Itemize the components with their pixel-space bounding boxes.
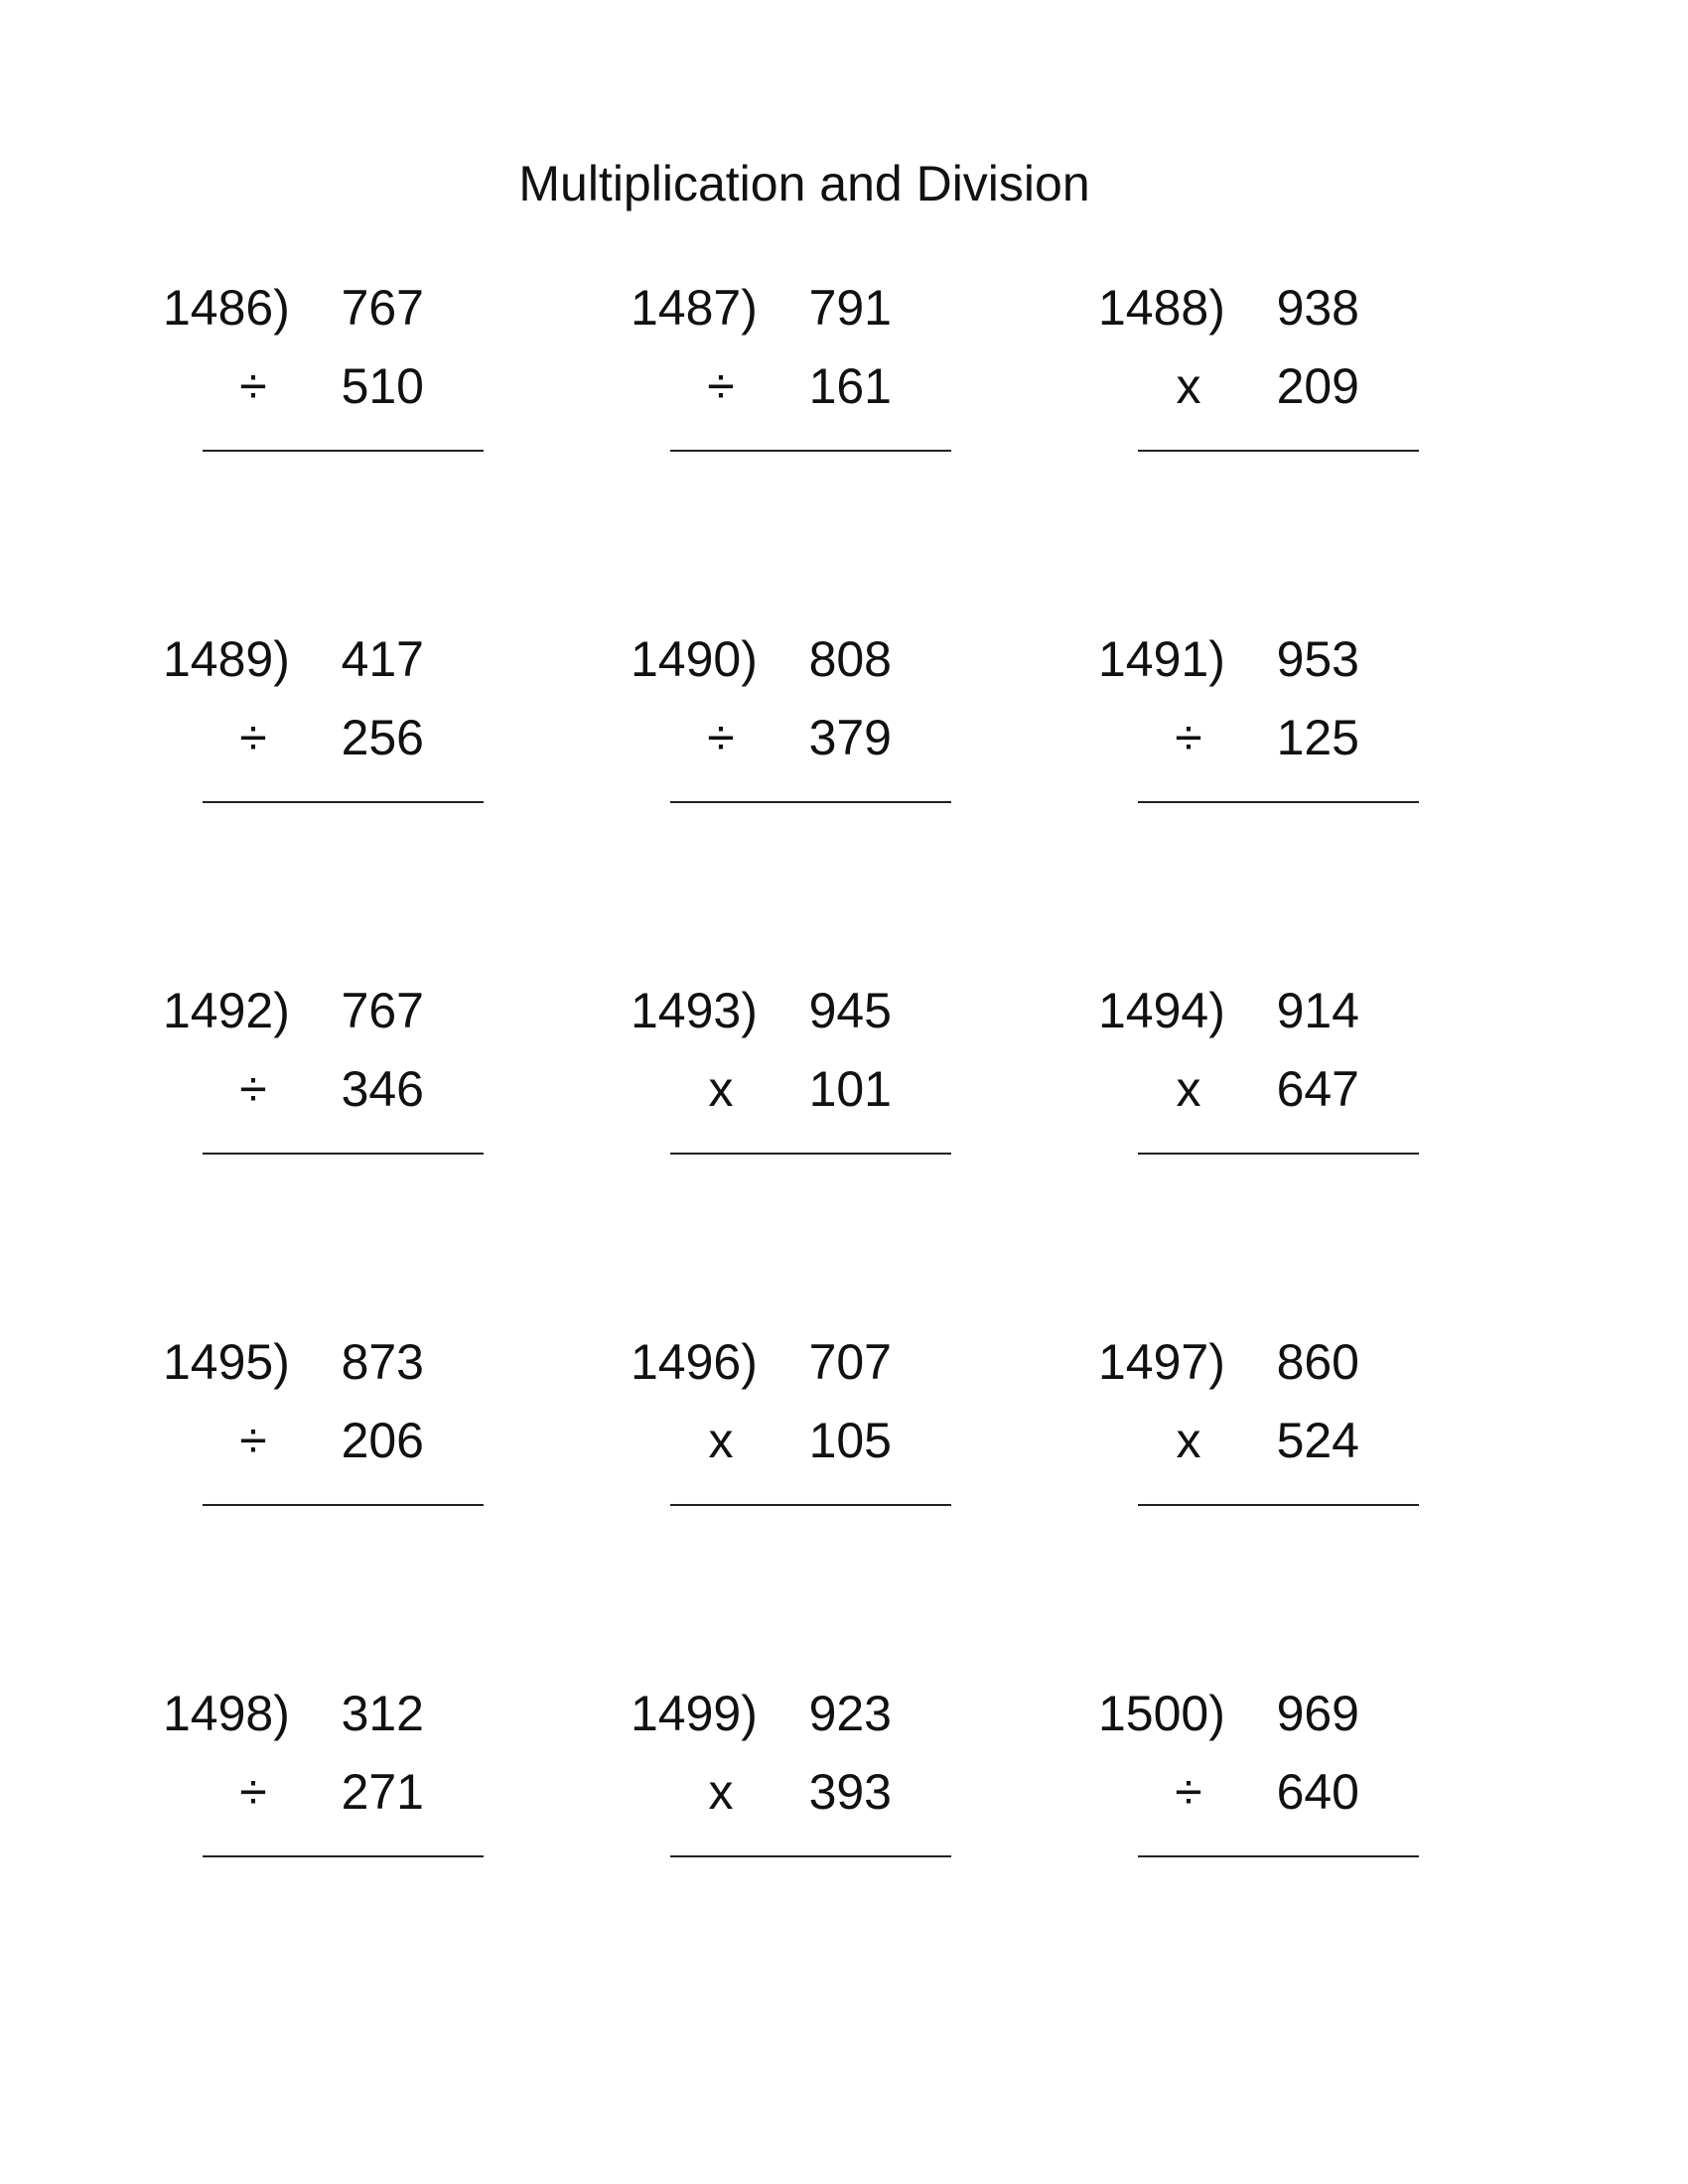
operator-sign: ÷ [239, 358, 267, 414]
problem-number: 1494) [1098, 983, 1225, 1038]
problem-1489 [163, 624, 444, 976]
problem-number: 1498) [163, 1686, 290, 1741]
top-operand: 923 [808, 1686, 892, 1741]
operator-sign: x [708, 1764, 734, 1820]
answer-line [203, 450, 484, 452]
problem-number: 1500) [1098, 1686, 1225, 1741]
page-title: Multiplication and Division [518, 156, 1090, 211]
answer-line [670, 1855, 951, 1857]
problem-1491 [1098, 624, 1379, 976]
operator-sign: x [708, 1061, 734, 1117]
bottom-operand: 271 [341, 1764, 424, 1820]
bottom-operand: 647 [1276, 1061, 1359, 1117]
bottom-operand: 206 [341, 1413, 424, 1468]
operator-sign: ÷ [1175, 710, 1202, 765]
answer-line [203, 801, 484, 803]
answer-line [670, 1504, 951, 1506]
top-operand: 945 [808, 983, 892, 1038]
top-operand: 873 [341, 1334, 424, 1390]
bottom-operand: 256 [341, 710, 424, 765]
top-operand: 312 [341, 1686, 424, 1741]
problem-1500 [1098, 1679, 1379, 2030]
bottom-operand: 640 [1276, 1764, 1359, 1820]
problem-1492 [163, 976, 444, 1327]
operator-sign: x [708, 1413, 734, 1468]
problem-number: 1492) [163, 983, 290, 1038]
problem-1494 [1098, 976, 1379, 1327]
problem-number: 1493) [631, 983, 758, 1038]
problem-number: 1495) [163, 1334, 290, 1390]
top-operand: 914 [1276, 983, 1359, 1038]
problem-1487 [631, 273, 912, 624]
problem-1499 [631, 1679, 912, 2030]
bottom-operand: 125 [1276, 710, 1359, 765]
problem-1498 [163, 1679, 444, 2030]
top-operand: 808 [808, 631, 892, 687]
problem-1497 [1098, 1327, 1379, 1679]
bottom-operand: 346 [341, 1061, 424, 1117]
problem-1490 [631, 624, 912, 976]
problem-1493 [631, 976, 912, 1327]
problem-1496 [631, 1327, 912, 1679]
top-operand: 969 [1276, 1686, 1359, 1741]
problem-number: 1496) [631, 1334, 758, 1390]
top-operand: 707 [808, 1334, 892, 1390]
answer-line [1138, 1855, 1419, 1857]
operator-sign: ÷ [239, 710, 267, 765]
answer-line [670, 801, 951, 803]
operator-sign: ÷ [239, 1061, 267, 1117]
answer-line [670, 450, 951, 452]
operator-sign: ÷ [239, 1764, 267, 1820]
top-operand: 417 [341, 631, 424, 687]
top-operand: 938 [1276, 280, 1359, 336]
answer-line [203, 1504, 484, 1506]
problems-grid [163, 273, 1454, 2030]
bottom-operand: 379 [808, 710, 892, 765]
bottom-operand: 510 [341, 358, 424, 414]
operator-sign: x [1176, 358, 1201, 414]
operator-sign: ÷ [707, 710, 735, 765]
answer-line [203, 1855, 484, 1857]
problem-number: 1488) [1098, 280, 1225, 336]
problem-number: 1489) [163, 631, 290, 687]
operator-sign: ÷ [707, 358, 735, 414]
bottom-operand: 524 [1276, 1413, 1359, 1468]
operator-sign: ÷ [239, 1413, 267, 1468]
top-operand: 953 [1276, 631, 1359, 687]
bottom-operand: 209 [1276, 358, 1359, 414]
problem-number: 1487) [631, 280, 758, 336]
problem-number: 1491) [1098, 631, 1225, 687]
answer-line [1138, 1504, 1419, 1506]
top-operand: 767 [341, 983, 424, 1038]
answer-line [1138, 1153, 1419, 1155]
operator-sign: ÷ [1175, 1764, 1202, 1820]
bottom-operand: 393 [808, 1764, 892, 1820]
problem-1488 [1098, 273, 1379, 624]
problem-number: 1499) [631, 1686, 758, 1741]
top-operand: 860 [1276, 1334, 1359, 1390]
problem-number: 1497) [1098, 1334, 1225, 1390]
answer-line [670, 1153, 951, 1155]
operator-sign: x [1176, 1061, 1201, 1117]
operator-sign: x [1176, 1413, 1201, 1468]
bottom-operand: 105 [808, 1413, 892, 1468]
problem-number: 1486) [163, 280, 290, 336]
top-operand: 791 [808, 280, 892, 336]
problem-number: 1490) [631, 631, 758, 687]
problem-1495 [163, 1327, 444, 1679]
bottom-operand: 101 [808, 1061, 892, 1117]
answer-line [203, 1153, 484, 1155]
bottom-operand: 161 [808, 358, 892, 414]
problem-1486 [163, 273, 444, 624]
top-operand: 767 [341, 280, 424, 336]
answer-line [1138, 801, 1419, 803]
answer-line [1138, 450, 1419, 452]
